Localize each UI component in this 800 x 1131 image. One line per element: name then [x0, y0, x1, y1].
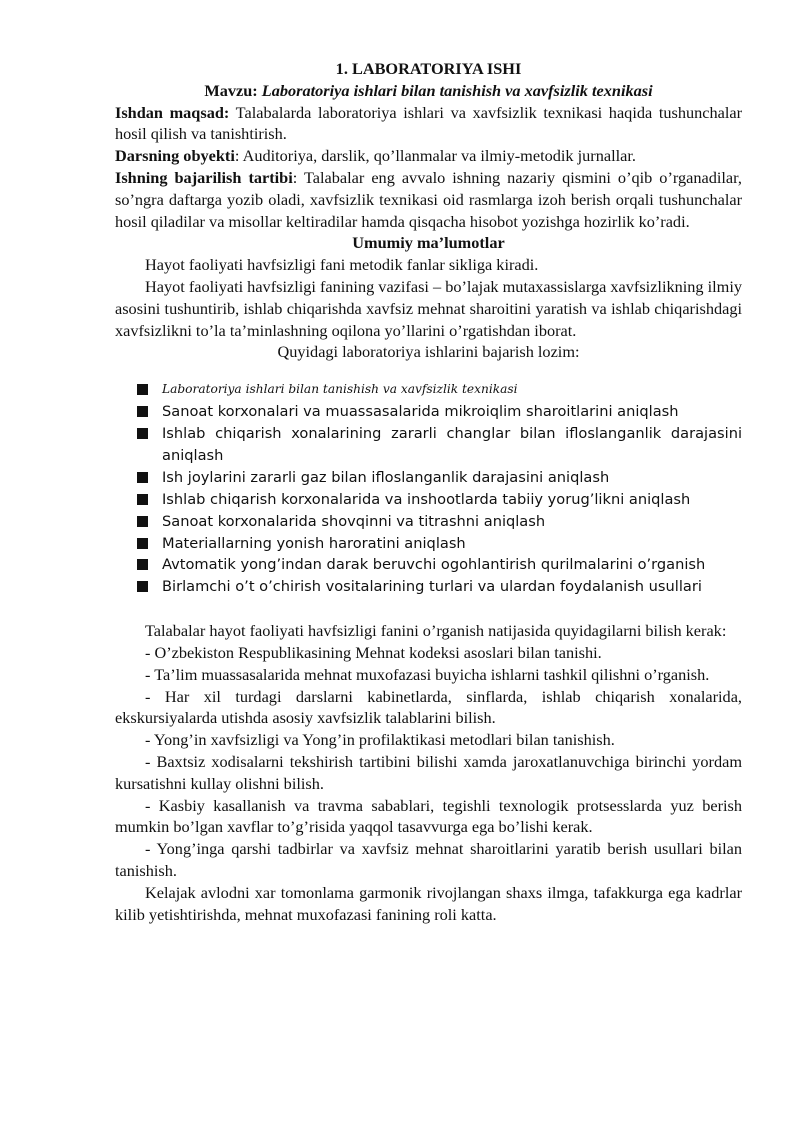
outcome-item: - Yong’in xavfsizligi va Yong’in profilaktikasi metodlari bilan tanishish. [145, 730, 615, 750]
square-bullet-icon [137, 538, 148, 549]
outcome-item: - Ta’lim muassasalarida mehnat muxofazasi buyicha ishlarni tashkil qilishni o’rganish. [145, 664, 710, 684]
list-item [115, 511, 742, 533]
square-bullet-icon [137, 406, 148, 417]
square-bullet-icon [137, 516, 148, 527]
object-text: : Auditoriya, darslik, qo’llanmalar va ilmiy-metodik jurnallar. [234, 146, 636, 166]
outcome-item: - O’zbekiston Respublikasining Mehnat kodeksi asoslari bilan tanishi. [145, 643, 602, 663]
square-bullet-icon [137, 494, 148, 505]
topic-line [115, 80, 742, 102]
list-item [115, 489, 742, 511]
list-item [115, 554, 742, 576]
square-bullet-icon [137, 428, 148, 439]
topic-text: Laboratoriya ishlari bilan tanishish va xavfsizlik texnikasi [261, 80, 653, 100]
list-item-text: Ish joylarini zararli gaz bilan ifloslanganlik darajasini aniqlash [162, 468, 610, 486]
list-item-text: Birlamchi o’t o’chirish vositalarining turlari va ulardan foydalanish usullari [162, 578, 702, 596]
procedure-label: Ishning bajarilish tartibi [115, 167, 293, 187]
page-heading: 1. LABORATORIYA ISHI [335, 59, 522, 78]
list-item-text: Laboratoriya ishlari bilan tanishish va xavfsizlik texnikasi [162, 382, 518, 397]
procedure-paragraph [115, 167, 742, 232]
task-list [115, 379, 742, 598]
list-item-text: Sanoat korxonalarida shovqinni va titrashni aniqlash [162, 512, 546, 530]
task-list-intro: Quyidagi laboratoriya ishlarini bajarish lozim: [277, 342, 580, 362]
procedure-text: : Talabalar eng avvalo ishning nazariy qismini o’qib o’rganadilar, so’ngra daftarga yozib oladi, xavfsizlik texnikasi oid rasmlarga izoh berish orqali tushunchalar hosil qiladilar va misollar keltiradilar hamda qisqacha hisobot yozishga hozirlik ko’radi. [115, 167, 742, 231]
general-info-heading: Umumiy ma’lumotlar [352, 233, 505, 253]
list-item-text: Ishlab chiqarish korxonalarida va inshootlarda tabiiy yorug’likni aniqlash [162, 490, 691, 508]
outcome-item: - Baxtsiz xodisalarni tekshirish tartibini bilishi xamda jaroxatlanuvchiga birinchi yordam kursatishni kullay olishni bilish. [115, 752, 742, 793]
list-item-text: Sanoat korxonalari va muassasalarida mikroiqlim sharoitlarini aniqlash [162, 403, 679, 421]
closing-paragraph: Kelajak avlodni xar tomonlama garmonik rivojlangan shaxs ilmga, tafakkurga ega kadrlar kilib yetishtirishda, mehnat muxofazasi fanining roli katta. [115, 882, 742, 924]
list-item [115, 379, 742, 401]
spacer [115, 598, 742, 620]
list-item [115, 423, 742, 467]
outcome-item: - Yong’inga qarshi tadbirlar va xavfsiz mehnat sharoitlarini yaratib berish usullari bilan tanishish. [115, 839, 742, 880]
square-bullet-icon [137, 559, 148, 570]
square-bullet-icon [137, 581, 148, 592]
goal-text: Talabalarda laboratoriya ishlari va xavfsizlik texnikasi haqida tushunchalar hosil qilish va tanishtirish. [115, 102, 743, 144]
outcome-item: - Kasbiy kasallanish va travma sabablari, tegishli texnologik protsesslarda yuz berish mumkin bo’lgan xavflar to’g’risida yaqqol tasavvurga ega bo’lishi kerak. [115, 795, 742, 837]
list-item-text: Materiallarning yonish haroratini aniqlash [162, 534, 466, 552]
square-bullet-icon [137, 472, 148, 483]
topic-label: Mavzu: [204, 80, 258, 100]
intro-paragraph-1: Hayot faoliyati havfsizligi fani metodik fanlar sikliga kiradi. [145, 255, 539, 275]
object-paragraph [115, 145, 742, 167]
outcomes-intro: Talabalar hayot faoliyati havfsizligi fanini o’rganish natijasida quyidagilarni bilish kerak: [145, 621, 727, 641]
goal-label: Ishdan maqsad: [115, 102, 230, 122]
outcome-item: - Har xil turdagi darslarni kabinetlarda, sinflarda, ishlab chiqarish xonalarida, ekskursiyalarda utishda asosiy xavfsizlik talablarini bilish. [115, 686, 742, 728]
list-item-text: Avtomatik yong’indan darak beruvchi ogohlantirish qurilmalarini o’rganish [162, 556, 706, 574]
list-item [115, 533, 742, 555]
list-item [115, 467, 742, 489]
square-bullet-icon [137, 384, 148, 395]
intro-paragraph-2: Hayot faoliyati havfsizligi fanining vazifasi – bo’lajak mutaxassislarga xavfsizlikning ilmiy asosini tushuntirib, ishlab chiqarishda xavfsiz mehnat sharoitini yaratish va ishlab chiqarishdagi xavfsizlikni to’la ta’minlashning oqilona yo’llarini o’rgatishdan iborat. [115, 276, 742, 340]
goal-paragraph [115, 102, 742, 146]
document-page [115, 58, 742, 925]
list-item [115, 401, 742, 423]
object-label: Darsning obyekti [115, 146, 235, 166]
list-item-text: Ishlab chiqarish xonalarining zararli changlar bilan ifloslanganlik darajasini aniqlash [162, 424, 742, 464]
list-item [115, 576, 742, 598]
